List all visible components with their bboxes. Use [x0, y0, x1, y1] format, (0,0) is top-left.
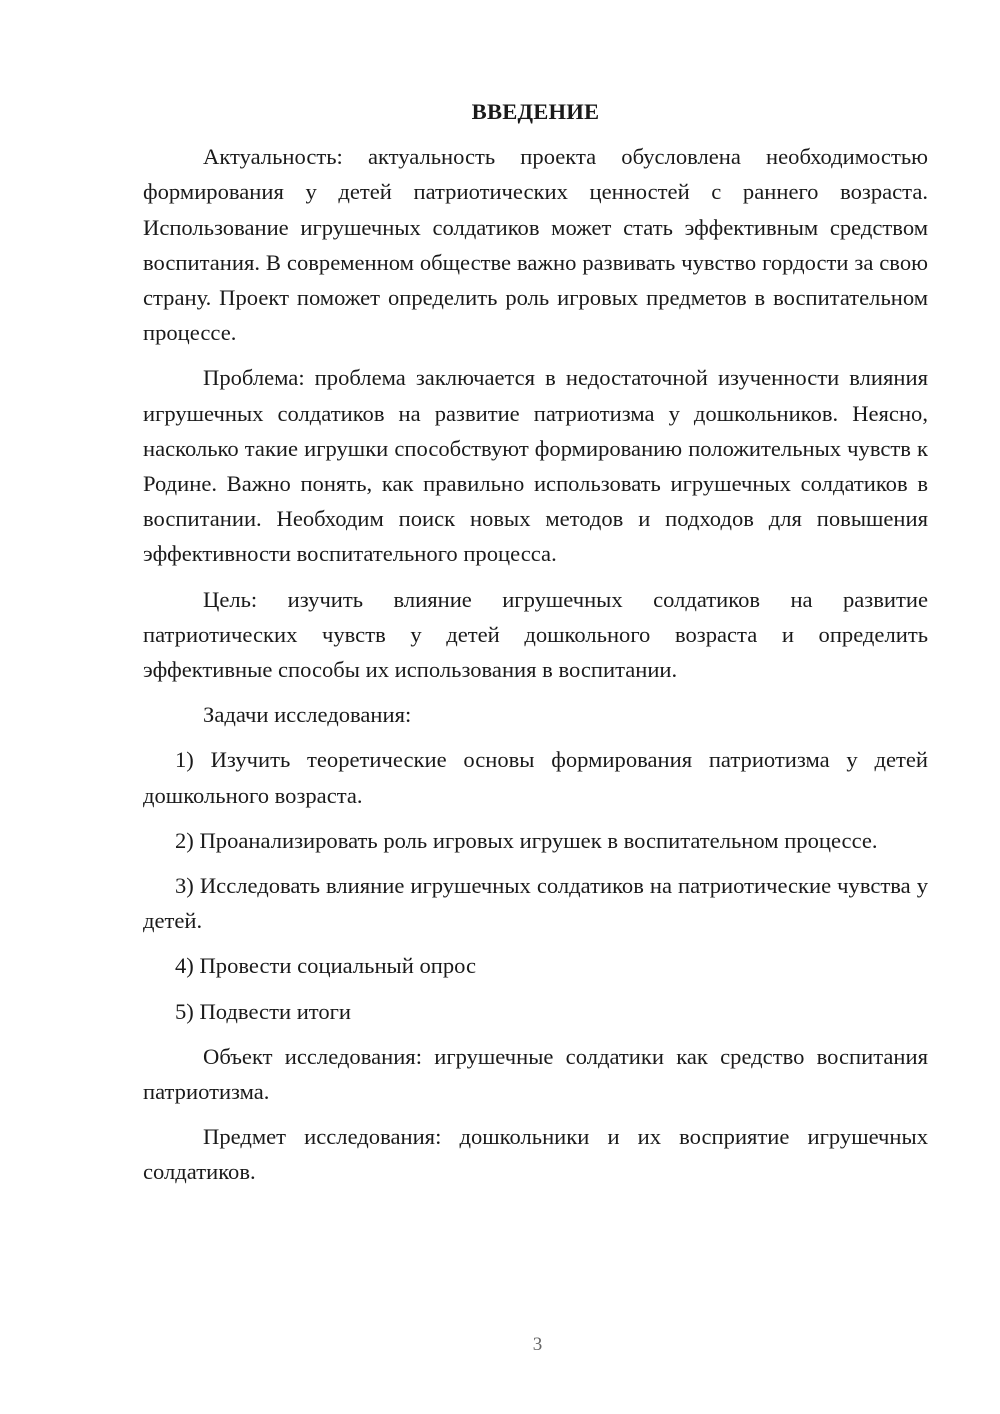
section-title: ВВЕДЕНИЕ: [471, 99, 600, 124]
paragraph-problem: Проблема: проблема заключается в недостаточной изученности влияния игрушечных солдатиков на развитие патриотизма у дошкольников. Неясно, насколько такие игрушки способствуют формированию положительных чувств к Родине. Важно понять, как правильно использовать игрушечных солдатиков в воспитании. Необходим поиск новых методов и подходов для повышения эффективности воспитательного процесса.: [143, 365, 928, 567]
task-item-1: 1) Изучить теоретические основы формирования патриотизма у детей дошкольного возраста.: [143, 747, 928, 808]
tasks-heading: Задачи исследования:: [203, 702, 412, 728]
paragraph-subject: Предмет исследования: дошкольники и их восприятие игрушечных солдатиков.: [143, 1124, 928, 1185]
task-item-5: 5) Подвести итоги: [175, 998, 352, 1024]
paragraph-goal: Цель: изучить влияние игрушечных солдатиков на развитие патриотических чувств у детей дошкольного возраста и определить эффективные способы их использования в воспитании.: [143, 586, 928, 683]
task-item-2: 2) Проанализировать роль игровых игрушек в воспитательном процессе.: [175, 827, 878, 853]
task-item-4: 4) Провести социальный опрос: [175, 953, 477, 979]
page-number: 3: [532, 1334, 543, 1355]
page-content: [143, 94, 928, 1200]
task-item-3: 3) Исследовать влияние игрушечных солдатиков на патриотические чувства у детей.: [143, 873, 928, 934]
paragraph-object: Объект исследования: игрушечные солдатики как средство воспитания патриотизма.: [143, 1043, 928, 1105]
paragraph-actuality: Актуальность: актуальность проекта обусловлена необходимостью формирования у детей патриотических ценностей с раннего возраста. Использование игрушечных солдатиков может стать эффективным средством воспитания. В современном обществе важно развивать чувство гордости за свою страну. Проект поможет определить роль игровых предметов в воспитательном процессе.: [143, 144, 928, 346]
